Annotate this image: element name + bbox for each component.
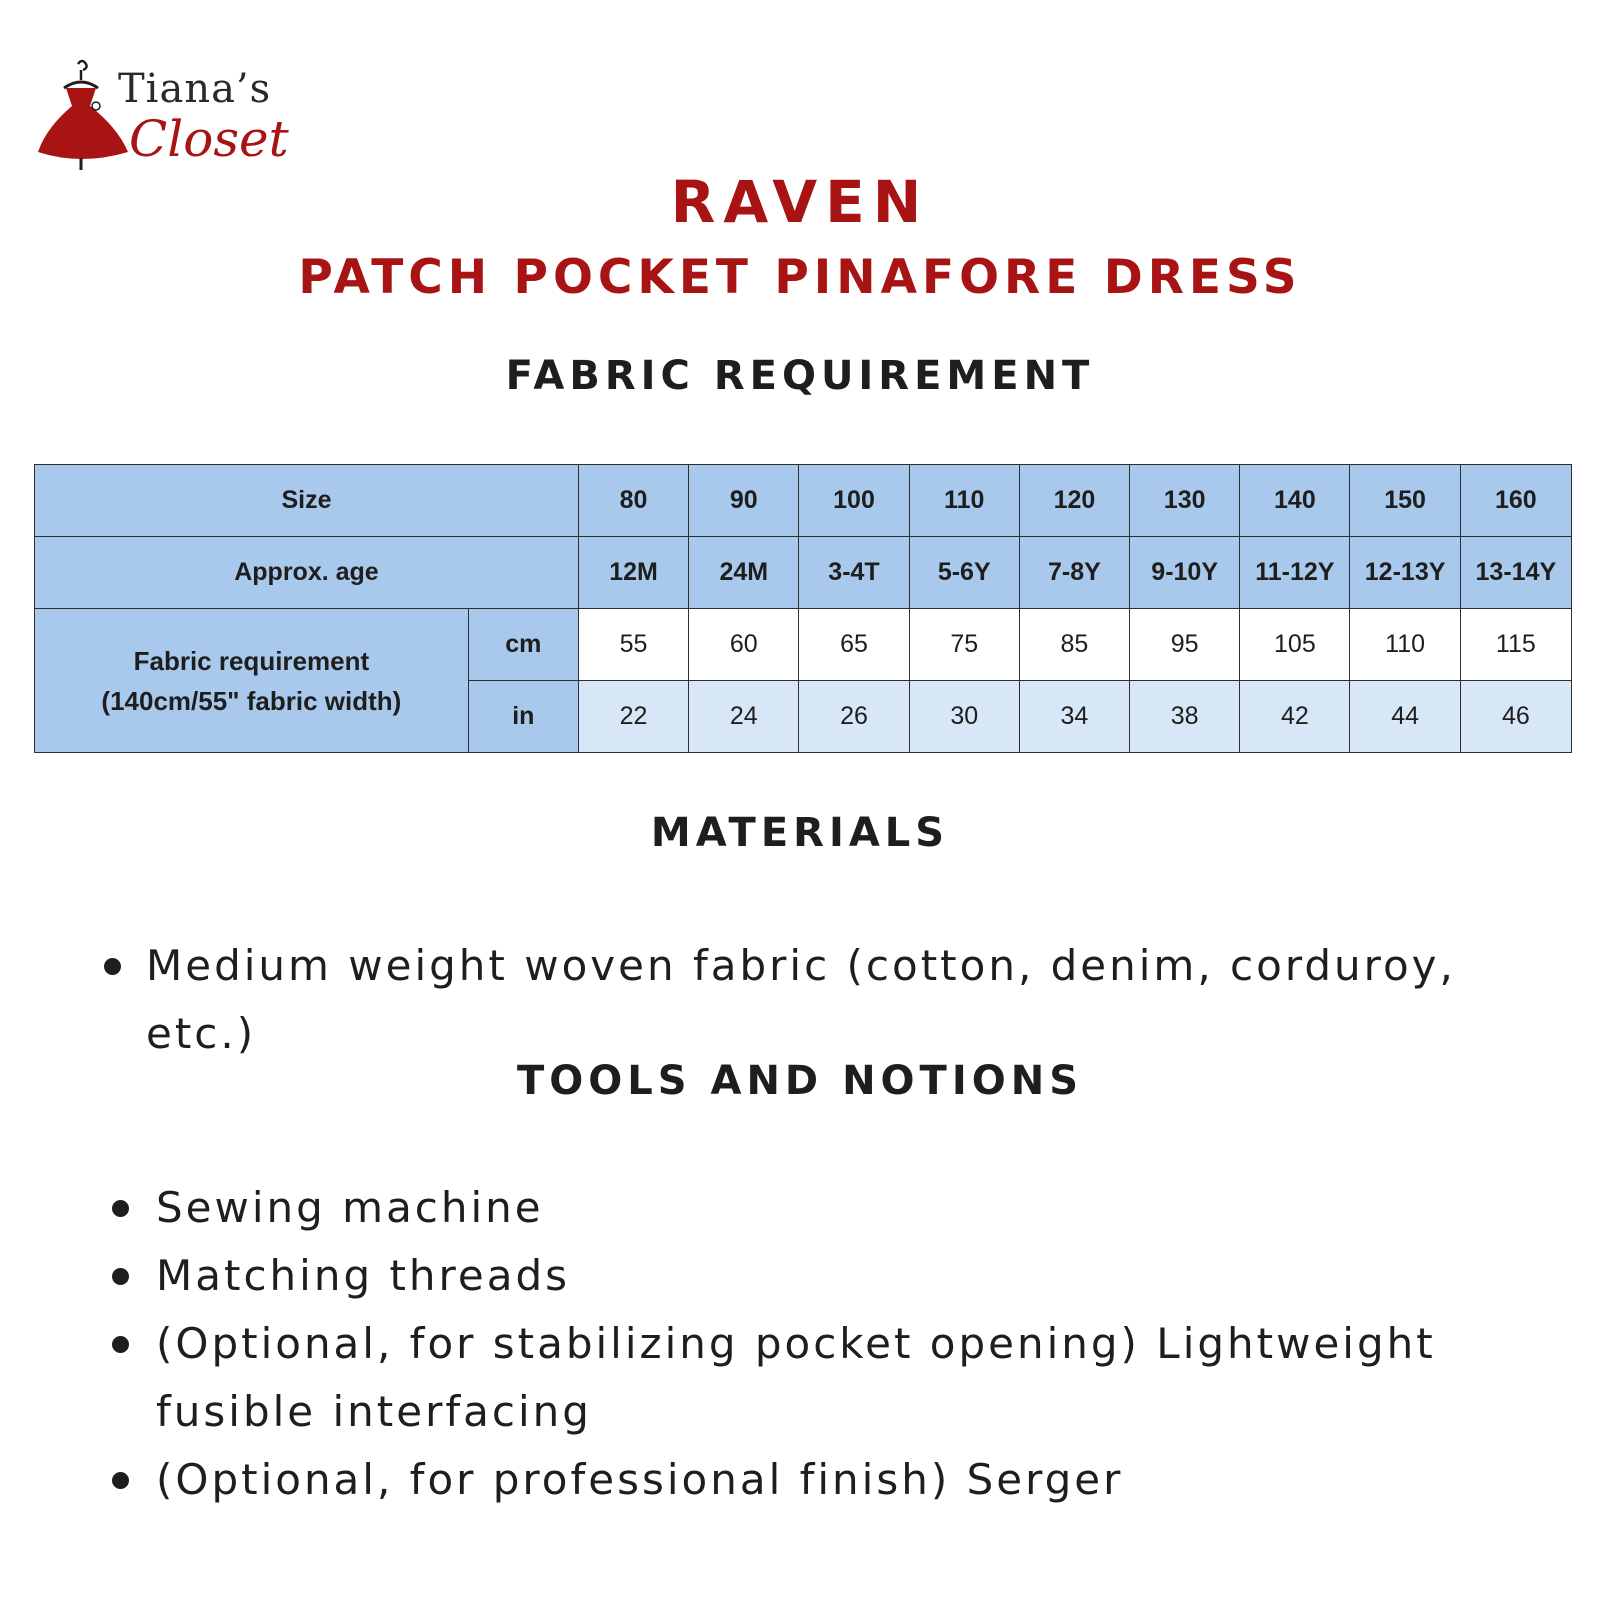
in-cell: 24 [689,681,799,753]
bullet-icon [104,958,121,975]
age-cell: 11-12Y [1240,537,1350,609]
in-cell: 22 [578,681,688,753]
size-label: Size [35,465,579,537]
age-cell: 5-6Y [909,537,1019,609]
age-row [35,537,1572,609]
size-cell: 110 [909,465,1019,537]
in-cell: 34 [1019,681,1129,753]
cm-cell: 65 [799,609,909,681]
size-row [35,465,1572,537]
list-item-text: Sewing machine [156,1183,544,1232]
age-cell: 3-4T [799,537,909,609]
fabric-requirement-table [34,464,1572,753]
in-cell: 46 [1460,681,1571,753]
cm-cell: 110 [1350,609,1460,681]
fabric-label-line1: Fabric requirement [133,645,370,676]
list-item [146,932,1536,1068]
list-item [156,1310,1536,1446]
age-cell: 24M [689,537,799,609]
section-heading-materials: MATERIALS [650,810,950,856]
age-cell: 7-8Y [1019,537,1129,609]
in-unit-label: in [468,681,578,753]
cm-cell: 55 [578,609,688,681]
age-label: Approx. age [35,537,579,609]
size-cell: 120 [1019,465,1129,537]
list-item-text: (Optional, for professional finish) Serger [156,1455,1124,1504]
section-heading-fabric: FABRIC REQUIREMENT [505,353,1095,399]
brand-logo [36,58,296,178]
size-cell: 160 [1460,465,1571,537]
list-item-text: Matching threads [156,1251,571,1300]
list-item-text: Medium weight woven fabric (cotton, denim, corduroy, etc.) [146,941,1456,1058]
page-subtitle: PATCH POCKET PINAFORE DRESS [298,250,1302,305]
age-cell: 12M [578,537,688,609]
size-cell: 90 [689,465,799,537]
in-cell: 26 [799,681,909,753]
bullet-icon [112,1200,129,1217]
fabric-label-line2: (140cm/55" fabric width) [101,685,402,716]
brand-name-line1: Tiana’s [118,66,272,112]
cm-cell: 105 [1240,609,1350,681]
size-cell: 140 [1240,465,1350,537]
size-cell: 80 [578,465,688,537]
in-cell: 44 [1350,681,1460,753]
in-cell: 30 [909,681,1019,753]
age-cell: 12-13Y [1350,537,1460,609]
size-cell: 100 [799,465,909,537]
bullet-icon [112,1472,129,1489]
size-cell: 150 [1350,465,1460,537]
list-item [156,1242,1536,1310]
bullet-icon [112,1336,129,1353]
size-cell: 130 [1130,465,1240,537]
age-cell: 13-14Y [1460,537,1571,609]
cm-cell: 115 [1460,609,1571,681]
in-cell: 42 [1240,681,1350,753]
cm-cell: 85 [1019,609,1129,681]
brand-name-line2: Closet [129,110,289,168]
list-item-text: (Optional, for stabilizing pocket opening) Lightweight fusible interfacing [156,1319,1436,1436]
bullet-icon [112,1268,129,1285]
page-title: RAVEN [670,168,930,236]
in-cell: 38 [1130,681,1240,753]
materials-list [146,932,1536,1068]
cm-row [35,609,1572,681]
cm-cell: 60 [689,609,799,681]
fabric-requirement-label [35,609,469,753]
age-cell: 9-10Y [1130,537,1240,609]
tools-list [156,1174,1536,1514]
cm-unit-label: cm [468,609,578,681]
list-item [156,1174,1536,1242]
cm-cell: 75 [909,609,1019,681]
cm-cell: 95 [1130,609,1240,681]
section-heading-tools: TOOLS AND NOTIONS [516,1058,1083,1104]
list-item [156,1446,1536,1514]
